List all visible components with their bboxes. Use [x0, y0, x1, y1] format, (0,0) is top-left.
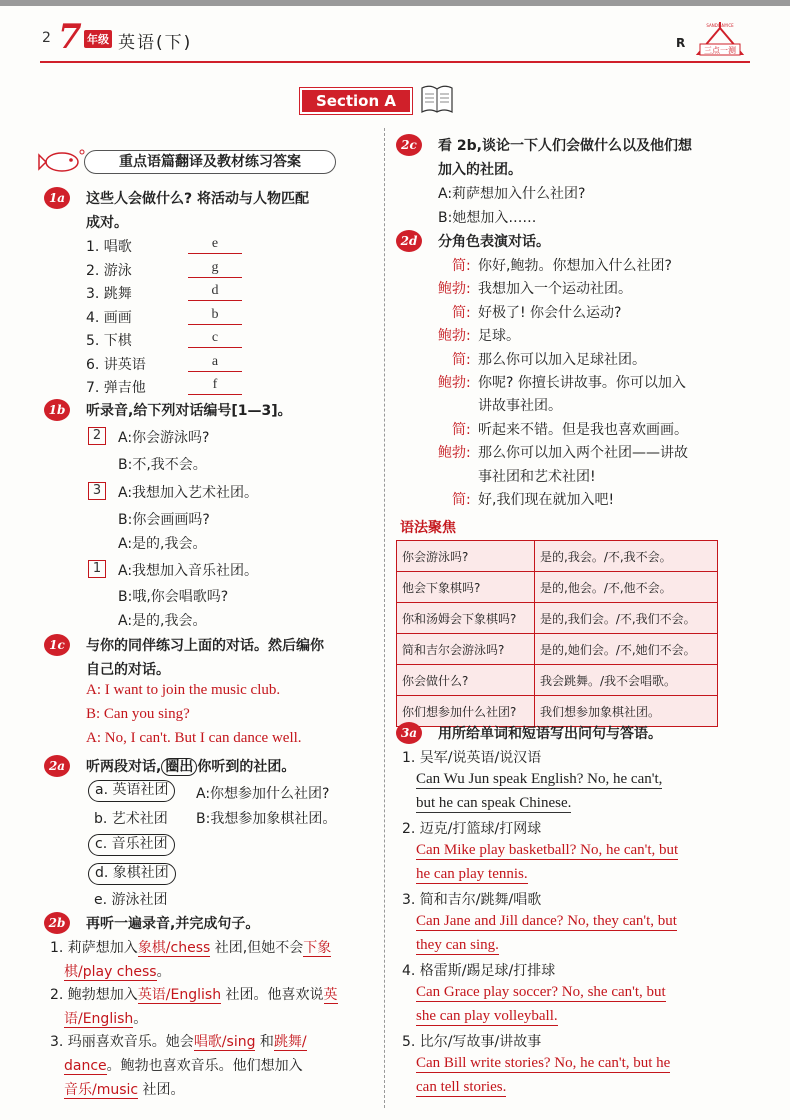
speech-text: 那么你可以加入两个社团——讲故 — [478, 445, 688, 462]
section-banner: Section A — [300, 88, 412, 114]
ex1c-answer-line: B: Can you sing? — [86, 706, 190, 722]
sentence-text: 。 — [133, 1011, 148, 1027]
badge-2b: 2b — [44, 912, 70, 934]
fill-answer: 语/English — [64, 1011, 134, 1027]
ex1c-prompt-line1: 与你的同伴练习上面的对话。然后编你 — [86, 638, 324, 654]
dialog-line: B:不,我不会。 — [118, 457, 207, 473]
page-header — [0, 17, 790, 60]
speaker-label: 简: — [452, 421, 471, 438]
dialog-line: B:哦,你会唱歌吗? — [118, 589, 229, 605]
ex2c-prompt-line2: 加入的社团。 — [438, 162, 522, 178]
fill-answer: 英 — [323, 987, 338, 1003]
match-item-label: 4. 画画 — [86, 309, 132, 326]
ex2b-sentence-2 — [50, 984, 338, 1004]
ex2b-sentence-3-end — [64, 1079, 185, 1099]
answer-line: Can Jane and Jill dance? No, they can't, but — [416, 913, 677, 929]
speech-text: 足球。 — [478, 328, 520, 345]
answer-line: Can Bill write stories? No, he can't, but he — [416, 1055, 671, 1071]
sentence-text: 2. 鲍勃想加入 — [50, 987, 138, 1003]
match-item-answer: d — [188, 283, 242, 301]
badge-2c: 2c — [396, 134, 422, 156]
ex2b-sentence-2-cont — [64, 1008, 147, 1028]
grammar-answer: 是的,我会。/不,我不会。 — [535, 541, 718, 572]
speaker-label: 简: — [452, 492, 471, 508]
ex2a-dialog-line: A:你想参加什么社团? — [196, 786, 330, 802]
ex2d-prompt: 分角色表演对话。 — [438, 234, 550, 250]
cue-line: 2. 迈克/打篮球/打网球 — [402, 821, 542, 837]
cue-line: 1. 吴军/说英语/说汉语 — [402, 750, 542, 766]
match-item-label: 3. 跳舞 — [86, 286, 132, 302]
ex2c-prompt-line1: 看 2b,谈论一下人们会做什么以及他们想 — [438, 138, 692, 154]
fill-answer: 象棋/chess — [137, 940, 211, 956]
dialog-line: A:是的,我会。 — [118, 536, 207, 552]
ex1b-prompt: 听录音,给下列对话编号[1—3]。 — [86, 403, 292, 419]
grade-number: 7 — [58, 17, 82, 57]
fish-icon — [38, 146, 86, 176]
header-rule — [40, 61, 750, 63]
fill-answer: 跳舞/ — [273, 1034, 307, 1050]
cue-line: 5. 比尔/写故事/讲故事 — [402, 1034, 542, 1050]
dialog-line: A:我想加入艺术社团。 — [118, 485, 259, 501]
grammar-question: 你会游泳吗? — [397, 541, 535, 572]
badge-1c: 1c — [44, 634, 70, 656]
sentence-text: 社团。他喜欢说 — [221, 987, 324, 1003]
sentence-text: 3. 玛丽喜欢音乐。她会 — [50, 1034, 194, 1050]
ex2a-prompt-pre: 听两段对话, — [86, 759, 162, 775]
grammar-row — [397, 541, 718, 572]
speaker-label: 鲍勃: — [438, 281, 471, 298]
match-item-answer: f — [188, 377, 242, 395]
speaker-label: 简: — [452, 351, 471, 368]
logo-text: 三点一测 — [704, 46, 736, 55]
match-item-answer: b — [188, 307, 242, 325]
speaker-label: 鲍勃: — [438, 328, 471, 345]
ex2a-prompt-circle: 圈出 — [161, 758, 197, 776]
cue-line: 3. 简和吉尔/跳舞/唱歌 — [402, 892, 542, 908]
badge-1b: 1b — [44, 399, 70, 421]
grammar-question: 他会下象棋吗? — [397, 572, 535, 603]
open-book-icon — [418, 80, 456, 116]
speaker-label: 简: — [452, 258, 471, 274]
dialog-line: B:你会画画吗? — [118, 512, 210, 528]
match-item-answer: g — [188, 260, 242, 278]
badge-2a: 2a — [44, 755, 70, 777]
fill-answer: 唱歌/sing — [193, 1034, 256, 1050]
speaker-label: 简: — [452, 304, 471, 321]
ex2c-line: B:她想加入…… — [438, 210, 537, 226]
sentence-text: 1. 莉萨想加入 — [50, 940, 138, 956]
logo-arc-text: SANDIANYICE — [706, 23, 734, 28]
grammar-question: 你和汤姆会下象棋吗? — [397, 603, 535, 634]
sentence-text: 社团,但她不会 — [210, 940, 304, 956]
fill-answer: 英语/English — [137, 987, 222, 1003]
speech-text: 事社团和艺术社团! — [478, 468, 596, 485]
grammar-answer: 我会跳舞。/我不会唱歌。 — [535, 665, 718, 696]
speech-text: 好,我们现在就加入吧! — [478, 492, 615, 508]
dialog-line: A:是的,我会。 — [118, 613, 207, 629]
grammar-question: 你们想参加什么社团? — [397, 696, 535, 727]
answer-line: Can Wu Jun speak English? No, he can't, — [416, 771, 663, 787]
grammar-title: 语法聚焦 — [400, 520, 456, 536]
grammar-answer: 是的,我们会。/不,我们不会。 — [535, 603, 718, 634]
sentence-text: 。鲍勃也喜欢音乐。他们想加入 — [106, 1058, 303, 1074]
dialog-line: A:你会游泳吗? — [118, 430, 210, 446]
page-top-edge — [0, 0, 790, 6]
grade-label: 年级 — [84, 30, 112, 48]
answer-line: Can Mike play basketball? No, he can't, but — [416, 842, 679, 858]
badge-1a: 1a — [44, 187, 70, 209]
fill-answer: 下象 — [303, 940, 332, 956]
ex2b-sentence-3-cont — [64, 1055, 303, 1075]
answer-line: he can play tennis. — [416, 866, 528, 882]
grammar-row — [397, 572, 718, 603]
sentence-text: 和 — [255, 1034, 274, 1050]
cue-line: 4. 格雷斯/踢足球/打排球 — [402, 963, 556, 979]
ex3a-prompt: 用所给单词和短语写出问句与答语。 — [438, 726, 662, 742]
ex2b-prompt: 再听一遍录音,并完成句子。 — [86, 916, 260, 932]
grammar-row — [397, 696, 718, 727]
grammar-table — [396, 540, 718, 727]
speaker-label: 鲍勃: — [438, 375, 471, 391]
dialog-number-box: 1 — [88, 560, 106, 578]
club-option-circled: a. 英语社团 — [88, 780, 175, 802]
dialog-number-box: 2 — [88, 427, 106, 445]
grammar-answer: 我们想参加象棋社团。 — [535, 696, 718, 727]
dialog-number-box: 3 — [88, 482, 106, 500]
ex2b-sentence-1-cont — [64, 961, 171, 981]
club-option-circled: d. 象棋社团 — [88, 863, 176, 885]
subject-title: 英语(下) — [118, 33, 193, 53]
match-item-label: 7. 弹吉他 — [86, 380, 146, 396]
speech-text: 那么你可以加入足球社团。 — [478, 351, 646, 368]
match-item-label: 1. 唱歌 — [86, 239, 132, 255]
grammar-question: 你会做什么? — [397, 665, 535, 696]
match-item-label: 5. 下棋 — [86, 333, 132, 349]
column-divider — [384, 128, 385, 1108]
fill-answer: 音乐/music — [64, 1082, 139, 1098]
ex2b-sentence-3 — [50, 1031, 307, 1051]
club-option: b. 艺术社团 — [94, 811, 168, 827]
ex1c-answer-line: A: No, I can't. But I can dance well. — [86, 730, 302, 746]
fill-answer: 棋/play chess — [64, 964, 157, 980]
ex2a-dialog-line: B:我想参加象棋社团。 — [196, 811, 337, 827]
publisher-logo-icon — [692, 20, 748, 60]
answer-line: they can sing. — [416, 937, 499, 953]
match-item-answer: e — [188, 236, 242, 254]
ex1c-prompt-line2: 自己的对话。 — [86, 662, 170, 678]
speaker-label: 鲍勃: — [438, 445, 471, 462]
match-item-answer: c — [188, 330, 242, 348]
grammar-answer: 是的,她们会。/不,她们不会。 — [535, 634, 718, 665]
badge-2d: 2d — [396, 230, 422, 252]
answer-line: can tell stories. — [416, 1079, 507, 1095]
grammar-answer: 是的,他会。/不,他不会。 — [535, 572, 718, 603]
speech-text: 你呢? 你擅长讲故事。你可以加入 — [478, 375, 686, 391]
ex1a-prompt-line2: 成对。 — [86, 215, 128, 231]
grammar-row — [397, 665, 718, 696]
grammar-row — [397, 603, 718, 634]
page-number: 2 — [42, 30, 51, 46]
ex2c-line: A:莉萨想加入什么社团? — [438, 186, 586, 202]
speech-text: 好极了! 你会什么运动? — [478, 304, 622, 321]
edition-mark: R — [676, 36, 686, 50]
match-item-label: 6. 讲英语 — [86, 356, 146, 373]
dialog-line: A:我想加入音乐社团。 — [118, 563, 259, 579]
fill-answer: dance — [64, 1058, 107, 1074]
ex1a-prompt-line1: 这些人会做什么? 将活动与人物匹配 — [86, 191, 309, 207]
grammar-row — [397, 634, 718, 665]
ex2b-sentence-1 — [50, 937, 331, 957]
speech-text: 讲故事社团。 — [478, 398, 562, 415]
ex2a-prompt — [86, 756, 295, 776]
match-item-answer: a — [188, 354, 242, 372]
answers-section-title: 重点语篇翻译及教材练习答案 — [84, 150, 336, 174]
sentence-text: 社团。 — [138, 1082, 185, 1098]
answer-line: but he can speak Chinese. — [416, 795, 572, 811]
badge-3a: 3a — [396, 722, 422, 744]
grammar-question: 简和吉尔会游泳吗? — [397, 634, 535, 665]
speech-text: 听起来不错。但是我也喜欢画画。 — [478, 421, 688, 438]
ex1c-answer-line: A: I want to join the music club. — [86, 682, 281, 698]
answer-line: she can play volleyball. — [416, 1008, 558, 1024]
club-option-circled: c. 音乐社团 — [88, 834, 175, 856]
answer-line: Can Grace play soccer? No, she can't, but — [416, 984, 666, 1000]
speech-text: 我想加入一个运动社团。 — [478, 281, 632, 298]
match-item-label: 2. 游泳 — [86, 262, 132, 279]
ex2a-prompt-post: 你听到的社团。 — [197, 759, 296, 775]
speech-text: 你好,鲍勃。你想加入什么社团? — [478, 258, 672, 274]
sentence-text: 。 — [156, 964, 171, 980]
club-option: e. 游泳社团 — [94, 892, 168, 908]
